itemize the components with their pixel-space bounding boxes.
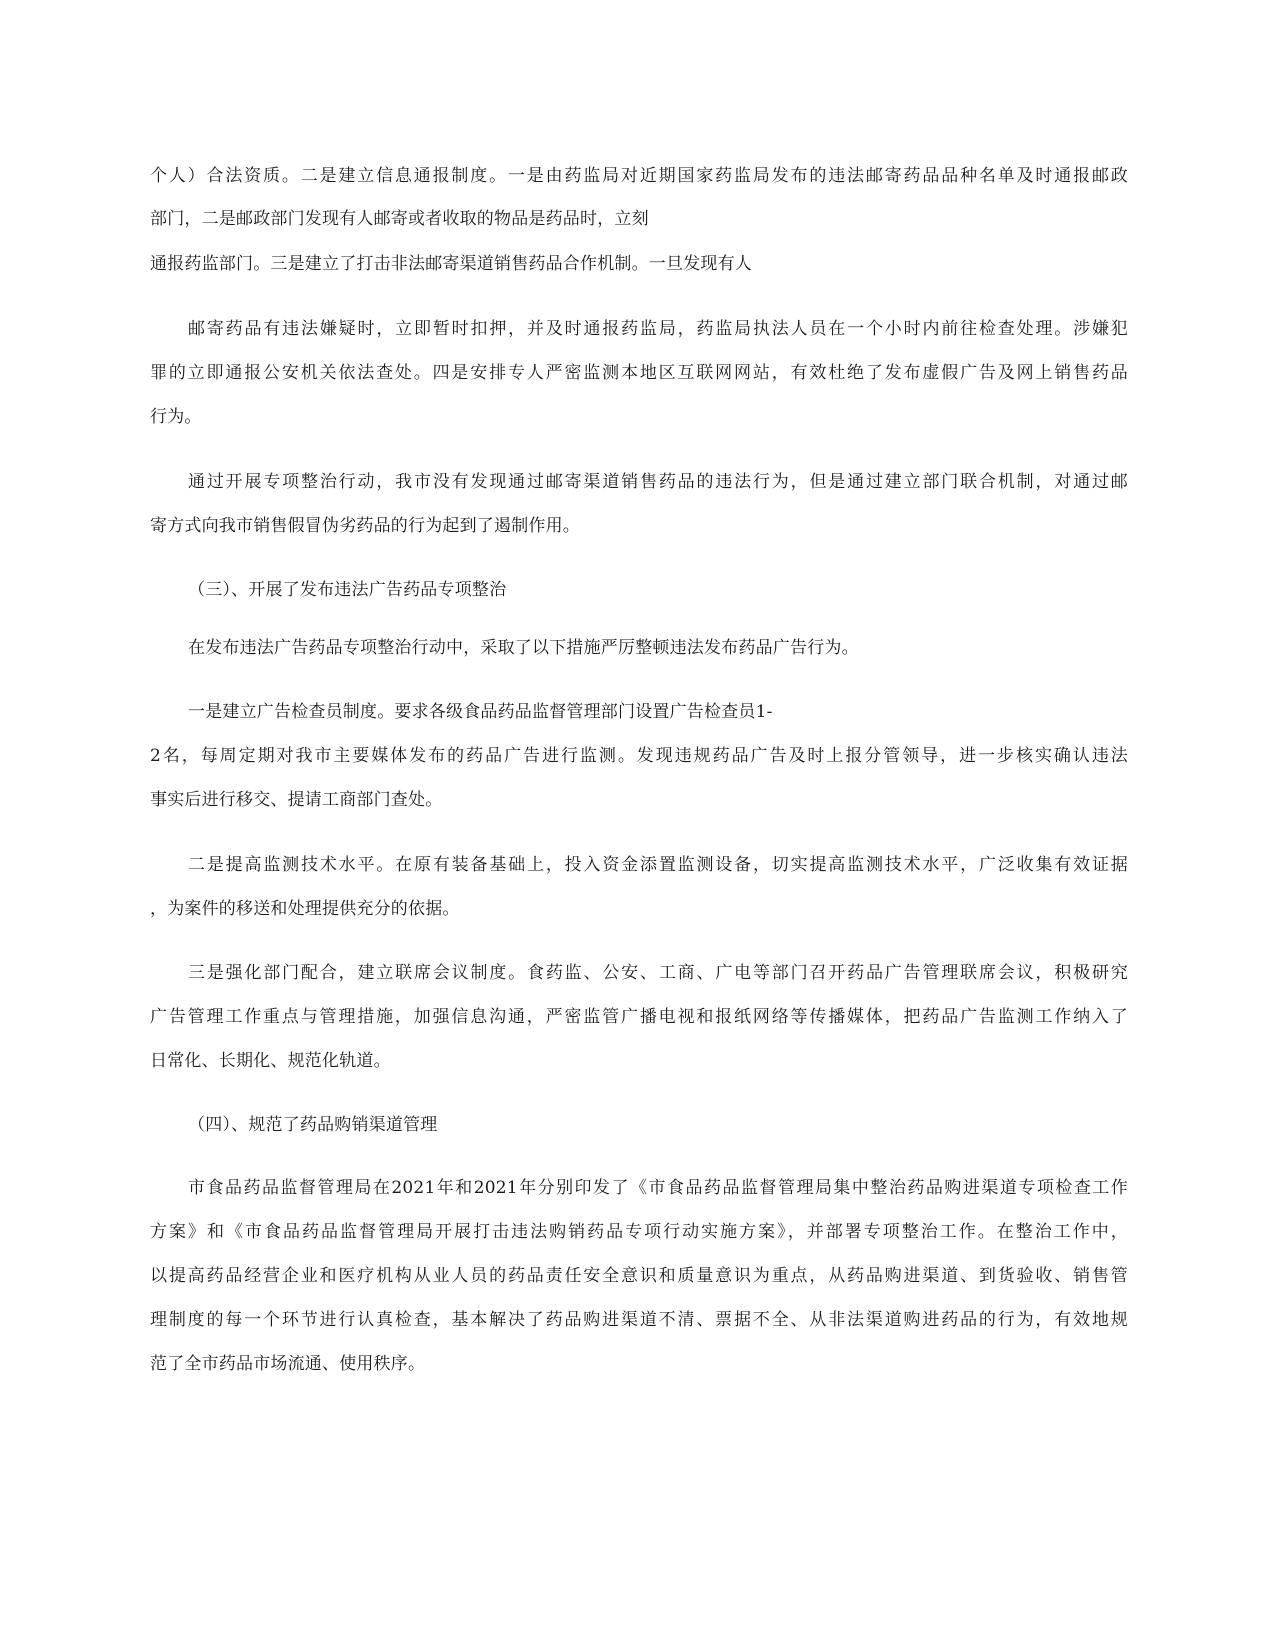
text-line: 理制度的每一个环节进行认真检查，基本解决了药品购进渠道不清、票据不全、从非法渠道购进药品的行为，有效地规: [150, 1310, 1128, 1330]
text-line: 日常化、长期化、规范化轨道。: [150, 1051, 391, 1071]
text-line: 部门，二是邮政部门发现有人邮寄或者收取的物品是药品时，立刻: [150, 209, 649, 229]
text-line: 邮寄药品有违法嫌疑时，立即暂时扣押，并及时通报药监局，药监局执法人员在一个小时内前往检查处理。涉嫌犯: [188, 319, 1128, 339]
text-line: 范了全市药品市场流通、使用秩序。: [150, 1354, 426, 1374]
text-line: 三是强化部门配合，建立联席会议制度。食药监、公安、工商、广电等部门召开药品广告管理联席会议，积极研究: [188, 963, 1128, 983]
text-line: 寄方式向我市销售假冒伪劣药品的行为起到了遏制作用。: [150, 516, 580, 536]
section-heading: （四）、规范了药品购销渠道管理: [188, 1115, 438, 1135]
text-line: 以提高药品经营企业和医疗机构从业人员的药品责任安全意识和质量意识为重点，从药品购进渠道、到货验收、销售管: [150, 1266, 1128, 1286]
text-line: 二是提高监测技术水平。在原有装备基础上，投入资金添置监测设备，切实提高监测技术水平，广泛收集有效证据: [188, 855, 1128, 875]
section-heading: （三）、开展了发布违法广告药品专项整治: [188, 580, 507, 600]
text-line: 个人）合法资质。二是建立信息通报制度。一是由药监局对近期国家药监局发布的违法邮寄药品品种名单及时通报邮政: [150, 166, 1128, 186]
text-line: 一是建立广告检查员制度。要求各级食品药品监督管理部门设置广告检查员1-: [188, 702, 773, 722]
text-line: 事实后进行移交、提请工商部门查处。: [150, 790, 443, 810]
text-line: 罪的立即通报公安机关依法查处。四是安排专人严密监测本地区互联网网站，有效杜绝了发布虚假广告及网上销售药品: [150, 363, 1128, 383]
text-line: 广告管理工作重点与管理措施，加强信息沟通，严密监管广播电视和报纸网络等传播媒体，把药品广告监测工作纳入了: [150, 1007, 1128, 1027]
text-line: 通报药监部门。三是建立了打击非法邮寄渠道销售药品合作机制。一旦发现有人: [150, 254, 752, 274]
text-line: 行为。: [150, 407, 202, 427]
text-line: ，为案件的移送和处理提供充分的依据。: [150, 899, 460, 919]
text-line: 通过开展专项整治行动，我市没有发现通过邮寄渠道销售药品的违法行为，但是通过建立部门联合机制，对通过邮: [188, 472, 1128, 492]
text-line: 2名，每周定期对我市主要媒体发布的药品广告进行监测。发现违规药品广告及时上报分管领导，进一步核实确认违法: [150, 746, 1128, 766]
text-line: 在发布违法广告药品专项整治行动中，采取了以下措施严厉整顿违法发布药品广告行为。: [188, 638, 859, 658]
text-line: 市食品药品监督管理局在2021年和2021年分别印发了《市食品药品监督管理局集中整治药品购进渠道专项检查工作: [188, 1178, 1128, 1198]
text-line: 方案》和《市食品药品监督管理局开展打击违法购销药品专项行动实施方案》，并部署专项整治工作。在整治工作中，: [150, 1222, 1128, 1242]
